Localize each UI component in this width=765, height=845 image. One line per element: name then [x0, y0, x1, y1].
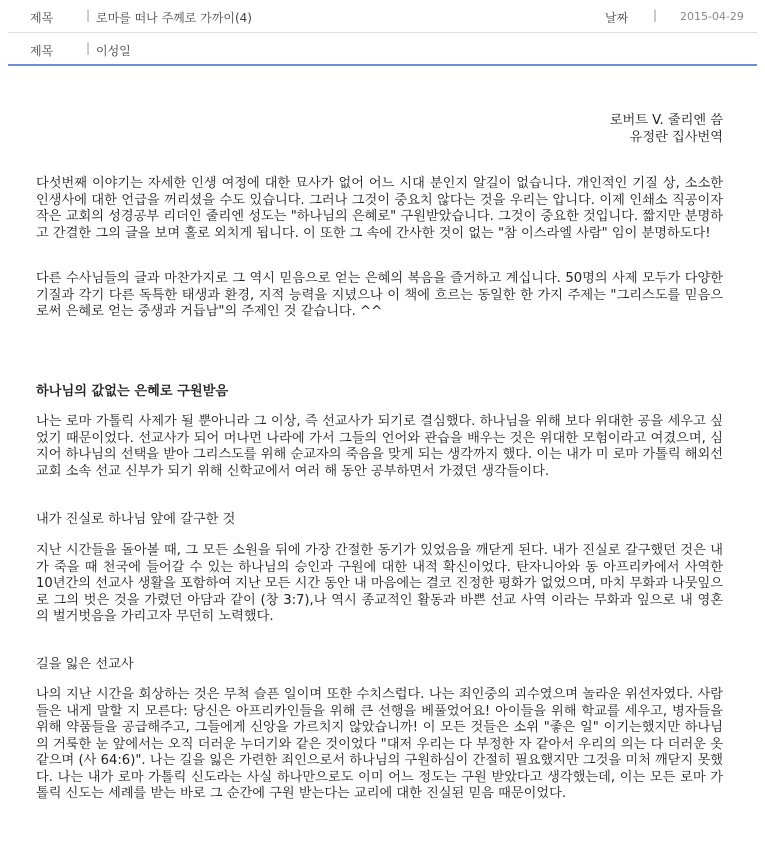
author-separator: |	[86, 41, 91, 55]
section-paragraph-2: 지난 시간들을 돌아볼 때, 그 모든 소원을 뒤에 가장 간절한 동기가 있었음을 깨닫게 된다. 내가 진실로 갈구했던 것은 내가 죽을 때 천국에 들어갈 수 있는 하나님의 승인과 구원에 대한 내적 확신이었다. 탄자니아와 동 아프리카에서 사역한 10년간의 선교사 생활을 포함하여 지난 모든 시간 동안 내 마음에는 결코 진정한 평화가 없었으며, 마치 무화과 나뭇잎으로 그의 벗은 것을 가렸던 아담과 같이 (창 3:7),나 역시 종교적인 활동과 바쁜 선교 사역 이라는 무화과 잎으로 내 영혼의 벌거벗음을 가리고자 무던히 노력했다.	[36, 543, 723, 624]
section-paragraph-1: 나는 로마 가톨릭 사제가 될 뿐아니라 그 이상, 즉 선교사가 되기로 결심했다. 하나님을 위해 보다 위대한 공을 세우고 싶었기 때문이었다. 선교사가 되어 머나먼 나라에 가서 그들의 언어와 관습을 배우는 것은 위대한 모험이라고 여겼으며, 심지어 하나님의 선택을 받아 그리스도를 위해 순교자의 죽음을 맞게 되는 생각까지 했다. 이는 내가 미 로마 가톨릭 해외선교회 소속 선교 신부가 되기 위해 신학교에서 여러 해 동안 공부하면서 가졌던 생각들이다.	[36, 414, 723, 479]
title-label: 제목	[30, 11, 54, 25]
credits	[36, 113, 723, 146]
date-label: 날짜	[605, 11, 629, 25]
credit-author: 로버트 V. 줄리엔 씀	[609, 113, 723, 128]
section-paragraph-3: 나의 지난 시간을 회상하는 것은 무척 슬픈 일이며 또한 수치스럽다. 나는 죄인중의 괴수였으며 놀라운 위선자였다. 사람들은 내게 말할 지 모른다: 당신은 아프리카인들을 위해 큰 선행을 베풀었어요! 아이들을 위해 학교를 세우고, 병자들을 위해 약품들을 공급해주고, 그들에게 신앙을 가르치지 않았습니까! 이 모든 것들은 소위 "좋은 일" 이기는했지만 하나님의 거룩한 눈 앞에서는 오직 더러운 누더기와 같은 것이었다 "대저 우리는 다 부정한 자 같아서 우리의 의는 다 더러운 옷 같으며 (사 64:6)". 나는 길을 잃은 가련한 죄인으로서 하나님의 구원하심이 간절히 필요했지만 그것을 미처 깨닫지 못했다. 나는 내가 로마 가톨릭 신도라는 사실 하나만으로도 이미 어느 정도는 구원 받았다고 생각했는데, 이는 모든 로마 가톨릭 신도는 세례를 받는 바로 그 순간에 구원 받는다는 교리에 대한 진실된 믿음 때문이었다.	[36, 687, 723, 801]
section-heading-1: 하나님의 값없는 은혜로 구원받음	[36, 384, 229, 399]
date-separator: |	[653, 8, 658, 22]
section-heading-3: 길을 잃은 선교사	[36, 657, 134, 672]
intro-paragraph-2: 다른 수사님들의 글과 마찬가지로 그 역시 믿음으로 얻는 은혜의 복음을 즐거하고 계십니다. 50명의 사제 모두가 다양한 기질과 각기 다른 독특한 태생과 환경, 지적 능력을 지녔으나 이 책에 흐르는 동일한 한 가지 주제는 "그리스도를 믿음으로써 은혜로 얻는 중생과 거듭남"의 주제인 것 같습니다. ^^	[36, 271, 723, 319]
credit-translator: 유정란 집사번역	[629, 129, 723, 145]
post-title: 로마를 떠나 주께로 가까이(4)	[96, 11, 252, 25]
post-author: 이성일	[96, 44, 131, 58]
post-date: 2015-04-29	[680, 10, 744, 23]
author-label: 제목	[30, 44, 54, 58]
title-separator: |	[86, 8, 91, 22]
intro-paragraph-1: 다섯번째 이야기는 자세한 인생 여정에 대한 묘사가 없어 어느 시대 분인지 알길이 없습니다. 개인적인 기질 상, 소소한 인생사에 대한 언급을 꺼리셨을 수도 있습니다. 그러나 그것이 중요치 않다는 것을 우리는 압니다. 이제 인쇄소 직공이자 작은 교회의 성경공부 리더인 줄리엔 성도는 "하나님의 은혜로" 구원받았습니다. 그것이 중요한 것입니다. 짧지만 분명하고 간결한 그의 글을 보며 홀로 외치게 됩니다. 이 또한 그 속에 간사한 것이 없는 "참 이스라엘 사람" 임이 분명하도다!	[36, 176, 724, 241]
section-heading-2: 내가 진실로 하나님 앞에 갈구한 것	[36, 512, 236, 527]
